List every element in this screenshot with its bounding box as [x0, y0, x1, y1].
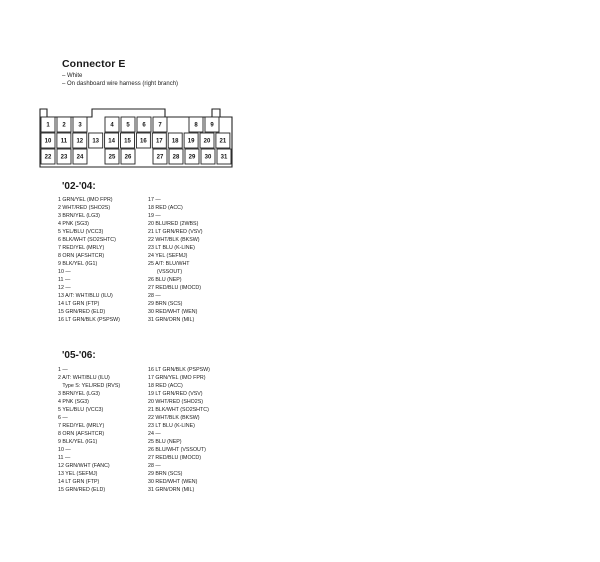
connector-pin-number: 16 [140, 138, 147, 145]
connector-pin-number: 10 [44, 138, 52, 145]
pin-entry: 18 RED (ACC) [148, 383, 183, 389]
connector-pin-number: 22 [44, 154, 52, 161]
pin-entry: 14 LT GRN (FTP) [58, 301, 100, 307]
pin-entry: 22 WHT/BLK (BKSW) [148, 237, 200, 243]
connector-pin-number: 15 [124, 138, 131, 145]
pin-entry: 31 GRN/ORN (MIL) [148, 317, 195, 323]
connector-pin-number: 1 [46, 122, 50, 129]
pin-list-02-04-right [148, 196, 203, 324]
connector-pin-number: 24 [76, 154, 84, 161]
pin-entry: 10 — [58, 269, 71, 275]
pin-entry: 25 A/T: BLU/WHT [148, 261, 190, 267]
pin-entry: 27 RED/BLU (IMOCD) [148, 285, 201, 291]
connector-pin-number: 4 [110, 122, 114, 129]
connector-pin-number: 18 [171, 138, 179, 145]
pin-entry: 2 WHT/RED (SHO2S) [58, 205, 111, 211]
connector-pin-number: 7 [158, 122, 162, 129]
pin-entry: 29 BRN (SCS) [148, 301, 183, 307]
pin-entry: 23 LT BLU (K-LINE) [148, 423, 195, 429]
pin-entry: 6 — [58, 415, 68, 421]
pin-entry: 28 — [148, 293, 161, 299]
pin-entry: 30 RED/WHT (WEN) [148, 309, 198, 315]
pin-entry: 25 BLU (NEP) [148, 439, 182, 445]
pin-entry: 31 GRN/ORN (MIL) [148, 487, 195, 493]
connector-pin-number: 2 [62, 122, 66, 129]
pin-entry: 18 RED (ACC) [148, 205, 183, 211]
pin-entry: 29 BRN (SCS) [148, 471, 183, 477]
connector-pin-number: 26 [124, 154, 132, 161]
pin-entry: Type S: YEL/RED (RVS) [58, 383, 121, 389]
connector-pin-number: 25 [108, 154, 116, 161]
pin-entry: (VSSOUT) [148, 269, 183, 275]
pin-entry: 24 — [148, 431, 161, 437]
pin-entry: 21 LT GRN/RED (VSV) [148, 229, 203, 235]
pin-entry: 16 LT GRN/BLK (PSPSW) [148, 367, 210, 373]
pin-entry: 3 BRN/YEL (LG3) [58, 391, 100, 397]
pin-entry: 12 GRN/WHT (FANC) [58, 463, 110, 469]
pin-entry: 5 YEL/BLU (VCC3) [58, 407, 104, 413]
connector-pin-number: 30 [204, 154, 212, 161]
pin-entry: 22 WHT/BLK (BKSW) [148, 415, 200, 421]
connector-pin-number: 21 [219, 138, 227, 145]
connector-pin-number: 11 [60, 138, 68, 145]
pin-entry: 9 BLK/YEL (IG1) [58, 261, 98, 267]
connector-location-note: – On dashboard wire harness (right branch) [62, 81, 179, 87]
connector-pin-number: 29 [188, 154, 196, 161]
pin-entry: 13 YEL (SEFMJ) [58, 471, 98, 477]
pin-entry: 17 — [148, 197, 161, 203]
pin-entry: 1 — [58, 367, 68, 373]
connector-pin-number: 3 [78, 122, 82, 129]
pin-entry: 19 LT GRN/RED (VSV) [148, 391, 203, 397]
pin-entry: 20 WHT/RED (SHO2S) [148, 399, 204, 405]
pin-entry: 28 — [148, 463, 161, 469]
pin-entry: 3 BRN/YEL (LG3) [58, 213, 100, 219]
pin-entry: 21 BLK/WHT (SO2SHTC) [148, 407, 209, 413]
connector-pin-number: 6 [142, 122, 146, 129]
connector-pin-number: 8 [194, 122, 198, 129]
pin-entry: 14 LT GRN (FTP) [58, 479, 100, 485]
pin-entry: 19 — [148, 213, 161, 219]
connector-title: Connector E [62, 58, 126, 70]
connector-pin-number: 23 [60, 154, 68, 161]
pin-entry: 8 ORN (AFSHTCR) [58, 431, 105, 437]
pin-entry: 13 A/T: WHT/BLU (ILU) [58, 293, 113, 299]
pin-entry: 11 — [58, 277, 71, 283]
pin-entry: 27 RED/BLU (IMOCD) [148, 455, 201, 461]
pin-entry: 20 BLU/RED (2WBS) [148, 221, 199, 227]
pin-entry: 11 — [58, 455, 71, 461]
connector-pin-number: 17 [155, 138, 163, 145]
pin-entry: 26 BLU (NEP) [148, 277, 182, 283]
pin-entry: 9 BLK/YEL (IG1) [58, 439, 98, 445]
section-heading-05-06: '05-'06: [62, 350, 96, 361]
section-heading-02-04: '02-'04: [62, 181, 96, 192]
connector-pin-number: 31 [220, 154, 228, 161]
pin-entry: 12 — [58, 285, 71, 291]
pin-entry: 5 YEL/BLU (VCC3) [58, 229, 104, 235]
pin-entry: 4 PNK (SG3) [58, 221, 89, 227]
pin-list-05-06-right [148, 366, 210, 494]
connector-pin-number: 5 [126, 122, 130, 129]
connector-pin-number: 13 [92, 138, 100, 145]
pin-entry: 23 LT BLU (K-LINE) [148, 245, 195, 251]
connector-pin-number: 20 [203, 138, 211, 145]
pin-entry: 10 — [58, 447, 71, 453]
pin-entry: 26 BLU/WHT (VSSOUT) [148, 447, 206, 453]
connector-pin-number: 27 [156, 154, 164, 161]
pin-entry: 15 GRN/RED (ELD) [58, 487, 106, 493]
pin-entry: 16 LT GRN/BLK (PSPSW) [58, 317, 120, 323]
pin-entry: 7 RED/YEL (MRLY) [58, 423, 105, 429]
pin-list-02-04-left [58, 196, 120, 324]
pin-entry: 24 YEL (SEFMJ) [148, 253, 188, 259]
pin-entry: 6 BLK/WHT (SO2SHTC) [58, 237, 116, 243]
connector-pin-number: 14 [108, 138, 115, 145]
connector-pin-number: 28 [172, 154, 180, 161]
connector-pin-number: 12 [76, 138, 84, 145]
connector-color-note: – White [62, 73, 83, 79]
pin-entry: 4 PNK (SG3) [58, 399, 89, 405]
pin-entry: 17 GRN/YEL (IMO FPR) [148, 375, 206, 381]
connector-pin-number: 9 [210, 122, 214, 129]
pin-entry: 7 RED/YEL (MRLY) [58, 245, 105, 251]
pin-entry: 2 A/T: WHT/BLU (ILU) [58, 375, 110, 381]
pin-entry: 1 GRN/YEL (IMO FPR) [58, 197, 113, 203]
connector-diagram [0, 0, 600, 200]
connector-pin-number: 19 [187, 138, 195, 145]
pin-entry: 15 GRN/RED (ELD) [58, 309, 106, 315]
pin-entry: 8 ORN (AFSHTCR) [58, 253, 105, 259]
pin-entry: 30 RED/WHT (WEN) [148, 479, 198, 485]
pin-list-05-06-left [58, 366, 120, 494]
